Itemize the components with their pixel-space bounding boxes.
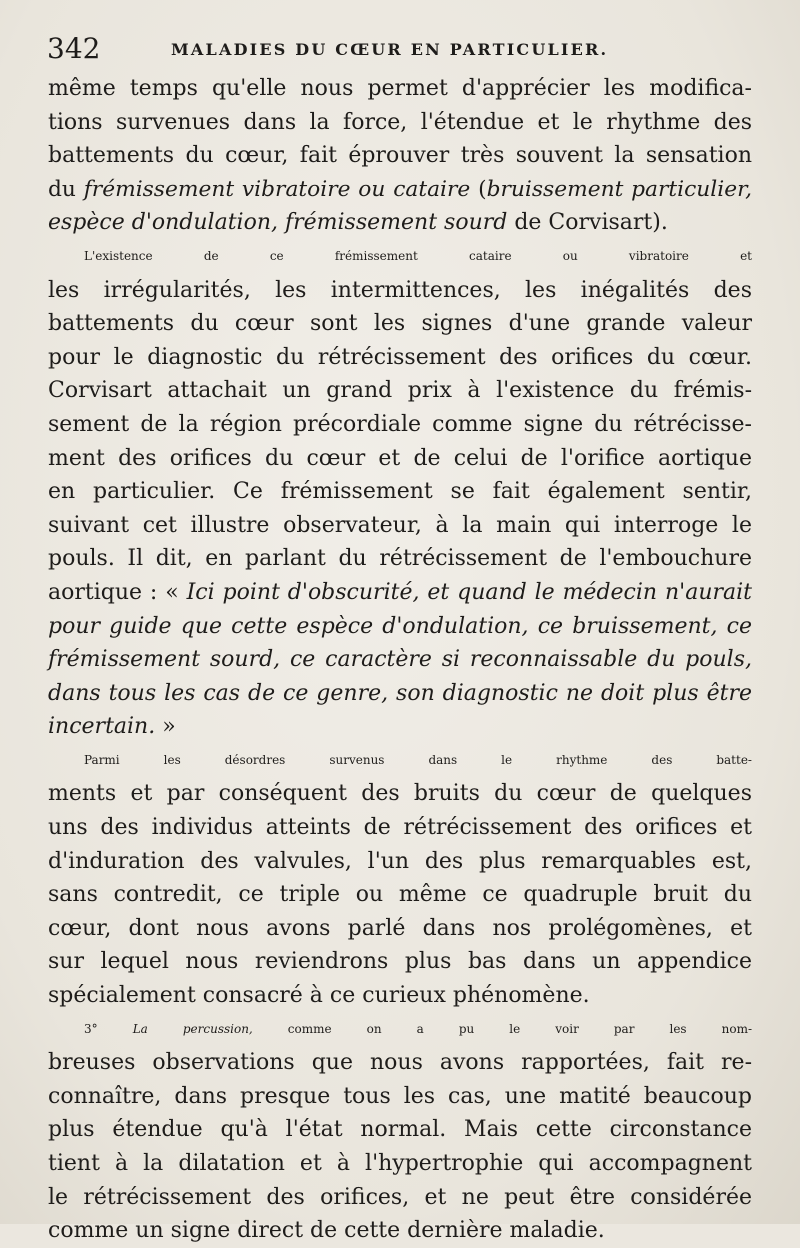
text-line: même temps qu'elle nous permet d'apprécier les modifica-	[48, 76, 752, 101]
text-run: du	[48, 176, 84, 202]
running-title: MALADIES DU CŒUR EN PARTICULIER.	[171, 40, 609, 59]
text-line: suivant cet illustre observateur, à la main qui interroge le	[48, 512, 752, 538]
text-line	[48, 206, 752, 240]
text-line	[48, 576, 752, 610]
text-line: tient à la dilatation et à l'hypertrophie qui accompagnent	[48, 1151, 752, 1176]
text-line: plus étendue qu'à l'état normal. Mais cette circonstance	[48, 1117, 752, 1143]
text-line: tions survenues dans la force, l'étendue et le rhythme des	[48, 109, 752, 135]
text-line: ments et par conséquent des bruits du cœur de quelques	[48, 781, 752, 807]
text-run: 3°	[84, 1021, 133, 1036]
italic-term: bruissement particulier,	[486, 176, 753, 202]
text-line: battements du cœur, fait éprouver très souvent la sensation	[48, 143, 752, 169]
text-line	[48, 677, 752, 711]
quotation: frémissement sourd, ce caractère si reconnaissable du pouls,	[48, 647, 752, 673]
text-line: breuses observations que nous avons rapportées, fait re-	[48, 1050, 752, 1076]
text-line	[48, 643, 752, 677]
text-line: sans contredit, ce triple ou même ce quadruple bruit du	[48, 882, 752, 908]
paragraph-2	[48, 240, 752, 744]
text-line: uns des individus atteints de rétrécissement des orifices et	[48, 815, 752, 841]
text-line	[48, 173, 752, 207]
text-line	[48, 710, 752, 744]
text-line: les irrégularités, les intermittences, les inégalités des	[48, 277, 752, 303]
text-line: Corvisart attachait un grand prix à l'existence du frémis-	[48, 378, 752, 404]
text-line: battements du cœur sont les signes d'une grande valeur	[48, 311, 752, 337]
text-line: sement de la région précordiale comme signe du rétrécisse-	[48, 411, 752, 437]
quotation: pour guide que cette espèce d'ondulation, ce bruissement, ce	[48, 613, 752, 639]
text-run: de Corvisart).	[507, 210, 668, 236]
body-text	[48, 72, 752, 1248]
italic-term: espèce d'ondulation, frémissement sourd	[48, 210, 508, 236]
text-line: comme un signe direct de cette dernière maladie.	[48, 1218, 605, 1244]
text-line: sur lequel nous reviendrons plus bas dans un appendice	[48, 949, 752, 975]
quotation: Ici point d'obscurité, et quand le médecin n'aurait	[186, 579, 752, 605]
text-line: spécialement consacré à ce curieux phénomène.	[48, 983, 590, 1009]
text-line	[48, 1013, 752, 1047]
paragraph-3	[48, 744, 752, 1013]
italic-term: frémissement vibratoire ou cataire	[83, 176, 471, 202]
text-line: d'induration des valvules, l'un des plus remarquables est,	[48, 848, 752, 874]
quotation: incertain.	[48, 714, 156, 740]
text-line: en particulier. Ce frémissement se fait également sentir,	[48, 479, 752, 505]
text-run: comme on a pu le voir par les nom-	[252, 1021, 753, 1036]
text-line: le rétrécissement des orifices, et ne peut être considérée	[48, 1184, 752, 1210]
page-number: 342	[47, 32, 101, 65]
text-line: Parmi les désordres survenus dans le rhythme des batte-	[84, 752, 752, 767]
text-line: pouls. Il dit, en parlant du rétrécissement de l'embouchure	[48, 546, 752, 572]
text-run: (	[470, 176, 487, 202]
text-line: pour le diagnostic du rétrécissement des orifices du cœur.	[48, 344, 752, 370]
text-line: L'existence de ce frémissement cataire ou vibratoire et	[84, 248, 752, 263]
page-header	[47, 32, 757, 66]
text-line: cœur, dont nous avons parlé dans nos prolégomènes, et	[48, 915, 752, 941]
paragraph-4	[48, 1013, 752, 1248]
quotation: dans tous les cas de ce genre, son diagnostic ne doit plus être	[48, 680, 752, 706]
paragraph-1	[48, 72, 752, 240]
text-line: ment des orifices du cœur et de celui de l'orifice aortique	[48, 445, 752, 471]
italic-term: La percussion,	[132, 1021, 253, 1036]
text-line	[48, 610, 752, 644]
text-run: aortique : «	[48, 579, 187, 605]
text-line: connaître, dans presque tous les cas, une matité beaucoup	[48, 1083, 752, 1109]
text-run: »	[155, 714, 176, 740]
